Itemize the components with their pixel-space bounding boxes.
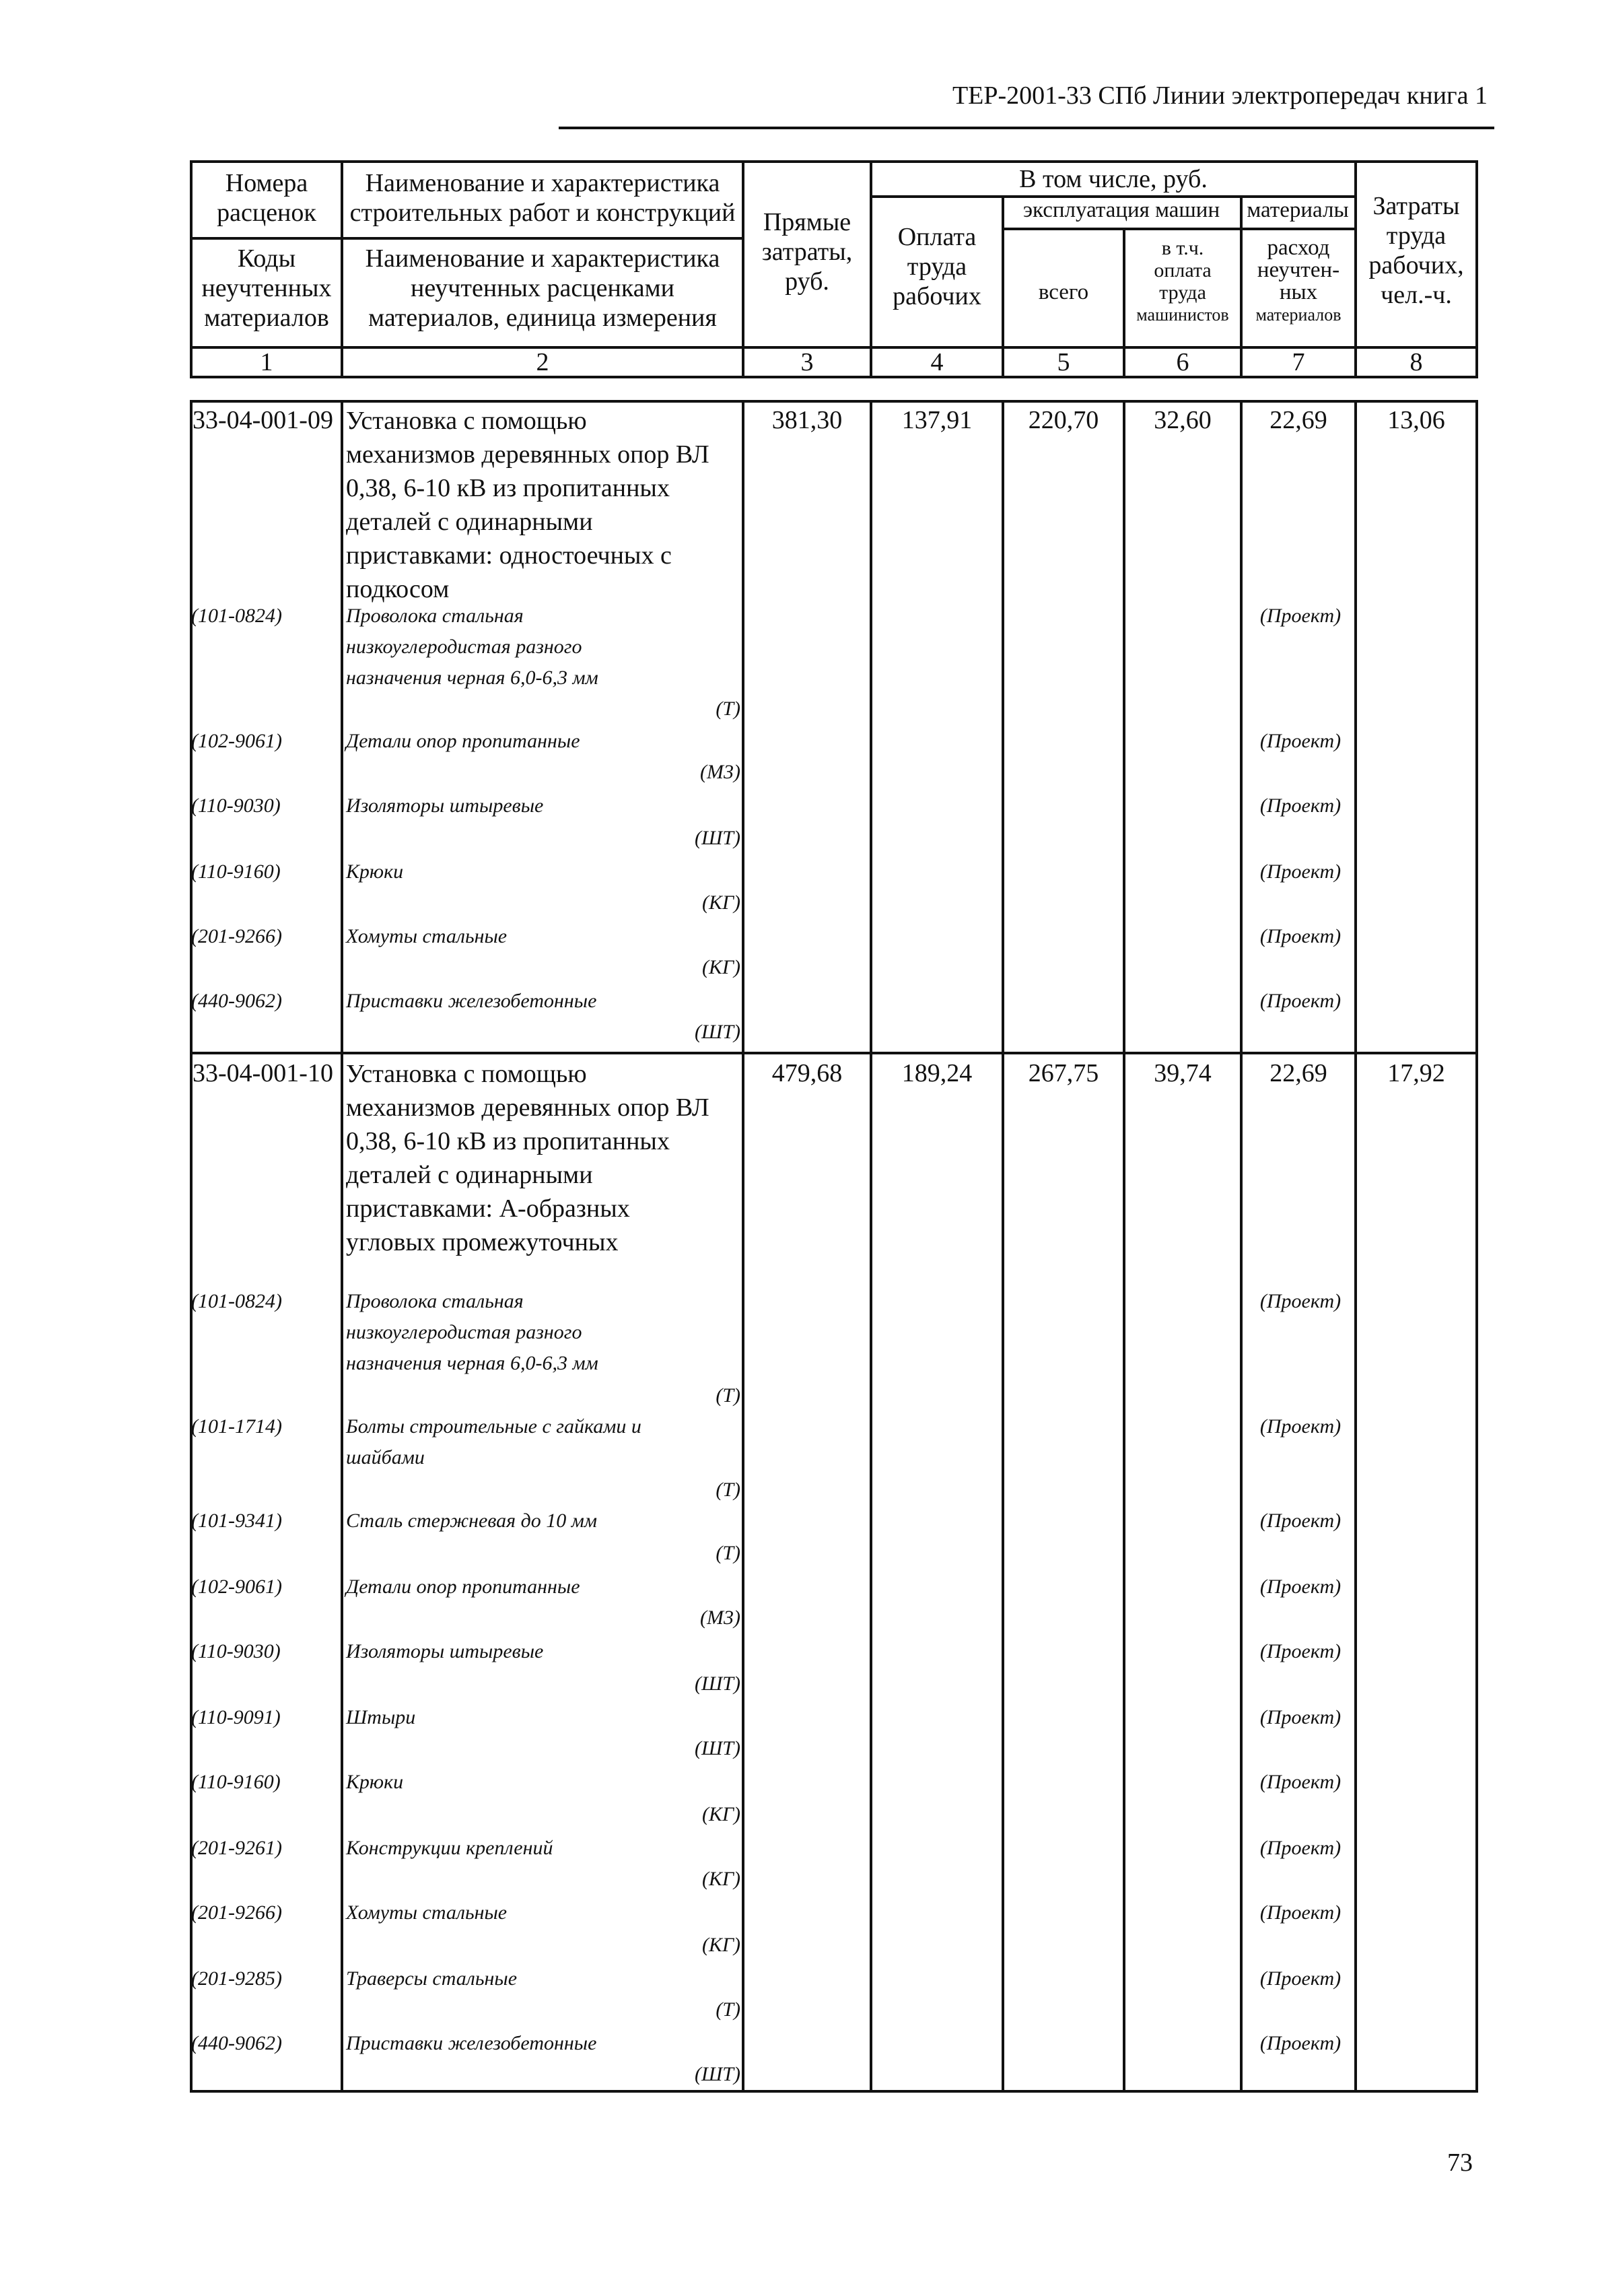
- material-code: (102-9061): [191, 730, 282, 752]
- material-unit: (ШТ): [695, 827, 740, 849]
- material-unit: (ШТ): [695, 1673, 740, 1695]
- header-sub-divider: [1002, 228, 1354, 230]
- material-value: (Проект): [1259, 795, 1342, 817]
- header-machinist-pay: [1125, 237, 1240, 326]
- material-name-line: Крюки: [346, 1771, 404, 1793]
- material-name: [346, 1702, 703, 1733]
- material-name: [346, 601, 703, 694]
- material-name-line: низкоуглеродистая разного: [346, 636, 582, 658]
- header-text: ных: [1279, 280, 1318, 304]
- material-name-line: Проволока стальная: [346, 605, 524, 627]
- header-text: труда: [907, 252, 967, 281]
- header-text: Прямые: [763, 208, 851, 236]
- material-name-line: низкоуглеродистая разного: [346, 1321, 582, 1343]
- work-name: [346, 1057, 743, 1259]
- body-vline-4: [1002, 400, 1004, 2093]
- labor-hours-value: 17,92: [1387, 1059, 1445, 1087]
- body-vline-5: [1123, 400, 1125, 2093]
- material-value: (Проект): [1259, 1290, 1342, 1312]
- material-unit: (Т): [716, 1998, 740, 2021]
- body-row-divider: [190, 1052, 1478, 1054]
- header-text: материалов: [204, 304, 329, 332]
- material-code: (201-9285): [191, 1967, 282, 1990]
- machinist-pay-value: 32,60: [1154, 406, 1212, 434]
- material-name-line: Проволока стальная: [346, 1290, 524, 1312]
- material-name: [346, 1897, 703, 1928]
- material-name-line: Приставки железобетонные: [346, 2032, 597, 2054]
- header-material-codes: [193, 244, 341, 333]
- header-text: рабочих: [893, 282, 981, 310]
- material-unit: (КГ): [702, 956, 740, 978]
- material-unit: (Т): [716, 1479, 740, 1501]
- machines-total-value: 267,75: [1028, 1059, 1099, 1087]
- work-name-line: 0,38, 6-10 кВ из пропитанных: [346, 474, 670, 502]
- material-value: (Проект): [1259, 990, 1342, 1012]
- header-rate-numbers: [193, 168, 341, 228]
- col-number-7: 7: [1292, 348, 1305, 376]
- work-name-line: механизмов деревянных опор ВЛ: [346, 440, 709, 469]
- material-name: [346, 726, 703, 757]
- material-unit: (Т): [716, 1384, 740, 1407]
- material-unit: (М3): [700, 1607, 740, 1629]
- material-code: (110-9030): [191, 1640, 281, 1662]
- body-vline-3: [870, 400, 872, 2093]
- work-name-line: деталей с одинарными: [346, 1161, 593, 1189]
- header-labor-hours: [1357, 191, 1475, 310]
- work-name-line: Установка с помощью: [346, 1060, 587, 1088]
- header-machines-total: всего: [1038, 280, 1089, 304]
- material-unit: (Т): [716, 698, 740, 720]
- material-value: (Проект): [1259, 1640, 1342, 1662]
- header-text: труда: [1159, 281, 1206, 304]
- header-text: труда: [1386, 222, 1447, 250]
- body-bottom-border: [190, 2090, 1478, 2093]
- material-name: [346, 790, 703, 821]
- work-name-line: механизмов деревянных опор ВЛ: [346, 1093, 709, 1122]
- header-text: неучтен-: [1257, 258, 1340, 282]
- col-number-6: 6: [1176, 348, 1189, 376]
- header-text: материалов: [1255, 305, 1342, 325]
- col-number-2: 2: [536, 348, 549, 376]
- material-name-line: назначения черная 6,0-6,3 мм: [346, 1352, 598, 1374]
- material-code: (102-9061): [191, 1576, 282, 1598]
- material-unit: (Т): [716, 1542, 740, 1564]
- material-value: (Проект): [1259, 1967, 1342, 1990]
- material-code: (101-0824): [191, 1290, 282, 1312]
- header-text: руб.: [785, 267, 829, 296]
- material-value: (Проект): [1259, 1415, 1342, 1438]
- col-number-3: 3: [800, 348, 814, 376]
- material-unit: (ШТ): [695, 2063, 740, 2085]
- labor-pay-value: 137,91: [901, 406, 973, 434]
- header-text: машинистов: [1136, 305, 1229, 325]
- material-value: (Проект): [1259, 860, 1342, 883]
- material-name: [346, 1572, 703, 1602]
- material-name-line: назначения черная 6,0-6,3 мм: [346, 667, 598, 689]
- material-name: [346, 1506, 703, 1537]
- col-number-1: 1: [260, 348, 273, 376]
- material-name-line: Детали опор пропитанные: [346, 730, 580, 752]
- col-number-8: 8: [1409, 348, 1423, 376]
- col-number-5: 5: [1057, 348, 1070, 376]
- work-name-line: Установка с помощью: [346, 407, 587, 435]
- header-direct-costs: [744, 207, 870, 296]
- material-name-line: Детали опор пропитанные: [346, 1576, 580, 1598]
- material-value: (Проект): [1259, 2032, 1342, 2054]
- material-code: (110-9160): [191, 860, 281, 883]
- header-materials: материалы: [1247, 198, 1349, 222]
- header-text: Наименование и характеристика: [365, 169, 720, 197]
- header-text: Оплата: [897, 223, 977, 251]
- material-name: [346, 1963, 703, 1994]
- header-text: материалов, единица измерения: [368, 304, 717, 332]
- work-name-line: угловых промежуточных: [346, 1228, 619, 1256]
- header-top-border: [190, 160, 1478, 163]
- material-name: [346, 1767, 703, 1798]
- material-code: (110-9030): [191, 795, 281, 817]
- material-name: [346, 921, 703, 952]
- body-vline-8: [1475, 400, 1478, 2093]
- material-unit: (ШТ): [695, 1737, 740, 1759]
- material-code: (101-0824): [191, 605, 282, 627]
- header-text: в т.ч.: [1161, 237, 1204, 259]
- materials-value: 22,69: [1269, 406, 1327, 434]
- material-name-line: Изоляторы штыревые: [346, 795, 544, 817]
- material-name-line: шайбами: [346, 1446, 425, 1468]
- header-work-name: [343, 168, 742, 228]
- material-value: (Проект): [1259, 1771, 1342, 1793]
- material-unit: (КГ): [702, 1934, 740, 1956]
- material-value: (Проект): [1259, 1510, 1342, 1532]
- work-name-line: деталей с одинарными: [346, 508, 593, 536]
- material-value: (Проект): [1259, 1576, 1342, 1598]
- header-text: расценок: [217, 199, 316, 227]
- material-value: (Проект): [1259, 730, 1342, 752]
- material-name: [346, 856, 703, 887]
- title-rule: [559, 127, 1494, 129]
- material-code: (101-9341): [191, 1510, 282, 1532]
- material-name-line: Приставки железобетонные: [346, 990, 597, 1012]
- body-vline-6: [1240, 400, 1243, 2093]
- material-unit: (КГ): [702, 1803, 740, 1825]
- material-code: (101-1714): [191, 1415, 282, 1438]
- body-top-border: [190, 400, 1478, 403]
- work-name-line: подкосом: [346, 575, 450, 603]
- rate-code: 33-04-001-10: [193, 1059, 333, 1087]
- material-name-line: Болты строительные с гайками и: [346, 1415, 641, 1438]
- material-name: [346, 1636, 703, 1667]
- direct-costs-value: 381,30: [771, 406, 843, 434]
- header-text: Затраты: [1372, 192, 1460, 220]
- header-machines: эксплуатация машин: [1022, 198, 1220, 222]
- header-text: строительных работ и конструкций: [349, 199, 736, 227]
- header-text: неучтенных расценками: [411, 274, 674, 302]
- header-vline-8: [1475, 160, 1478, 378]
- document-title: ТЕР-2001-33 СПб Линии электропередач книга 1: [952, 81, 1488, 110]
- material-name-line: Конструкции креплений: [346, 1837, 553, 1859]
- header-text: Коды: [237, 244, 296, 273]
- work-name: [346, 404, 743, 606]
- material-name-line: Сталь стержневая до 10 мм: [346, 1510, 598, 1532]
- header-unaccounted-materials: [1243, 237, 1354, 326]
- material-value: (Проект): [1259, 1901, 1342, 1924]
- header-text: рабочих,: [1368, 251, 1464, 279]
- material-value: (Проект): [1259, 1837, 1342, 1859]
- material-name-line: Траверсы стальные: [346, 1967, 518, 1990]
- machinist-pay-value: 39,74: [1154, 1059, 1212, 1087]
- direct-costs-value: 479,68: [771, 1059, 843, 1087]
- material-unit: (КГ): [702, 891, 740, 914]
- machines-total-value: 220,70: [1028, 406, 1099, 434]
- col-number-4: 4: [930, 348, 944, 376]
- work-name-line: 0,38, 6-10 кВ из пропитанных: [346, 1127, 670, 1155]
- labor-pay-value: 189,24: [901, 1059, 973, 1087]
- material-unit: (КГ): [702, 1868, 740, 1890]
- material-name: [346, 1833, 703, 1864]
- header-text: Наименование и характеристика: [365, 244, 720, 273]
- material-code: (201-9261): [191, 1837, 282, 1859]
- material-name: [346, 1286, 703, 1379]
- work-name-line: приставками: одностоечных с: [346, 541, 672, 570]
- header-text: Номера: [225, 169, 308, 197]
- material-name-line: Штыри: [346, 1706, 416, 1728]
- material-value: (Проект): [1259, 1706, 1342, 1728]
- material-value: (Проект): [1259, 605, 1342, 627]
- material-code: (440-9062): [191, 2032, 282, 2054]
- header-text: чел.-ч.: [1381, 281, 1452, 309]
- material-name-line: Хомуты стальные: [346, 925, 508, 947]
- header-text: неучтенных: [201, 274, 332, 302]
- material-code: (110-9160): [191, 1771, 281, 1793]
- material-name-line: Крюки: [346, 860, 404, 883]
- material-unit: (ШТ): [695, 1021, 740, 1043]
- labor-hours-value: 13,06: [1387, 406, 1445, 434]
- material-name-line: Изоляторы штыревые: [346, 1640, 544, 1662]
- header-text: расход: [1267, 236, 1330, 260]
- body-vline-1: [341, 400, 343, 2093]
- material-code: (440-9062): [191, 990, 282, 1012]
- work-name-line: приставками: А-образных: [346, 1194, 630, 1223]
- material-unit: (М3): [700, 761, 740, 783]
- header-labor-pay: [872, 222, 1002, 311]
- material-value: (Проект): [1259, 925, 1342, 947]
- materials-value: 22,69: [1269, 1059, 1327, 1087]
- header-text: затраты,: [761, 238, 853, 266]
- body-vline-7: [1354, 400, 1357, 2093]
- header-text: оплата: [1154, 259, 1212, 281]
- material-code: (201-9266): [191, 925, 282, 947]
- material-name: [346, 2028, 703, 2059]
- rate-code: 33-04-001-09: [193, 406, 333, 434]
- material-name-line: Хомуты стальные: [346, 1901, 508, 1924]
- header-material-name: [343, 244, 742, 333]
- material-code: (110-9091): [191, 1706, 281, 1728]
- header-group-including: В том числе, руб.: [1019, 165, 1208, 193]
- material-name: [346, 1411, 703, 1473]
- page-number: 73: [1447, 2149, 1473, 2177]
- material-code: (201-9266): [191, 1901, 282, 1924]
- material-name: [346, 986, 703, 1017]
- header-mid-divider-left: [190, 237, 742, 240]
